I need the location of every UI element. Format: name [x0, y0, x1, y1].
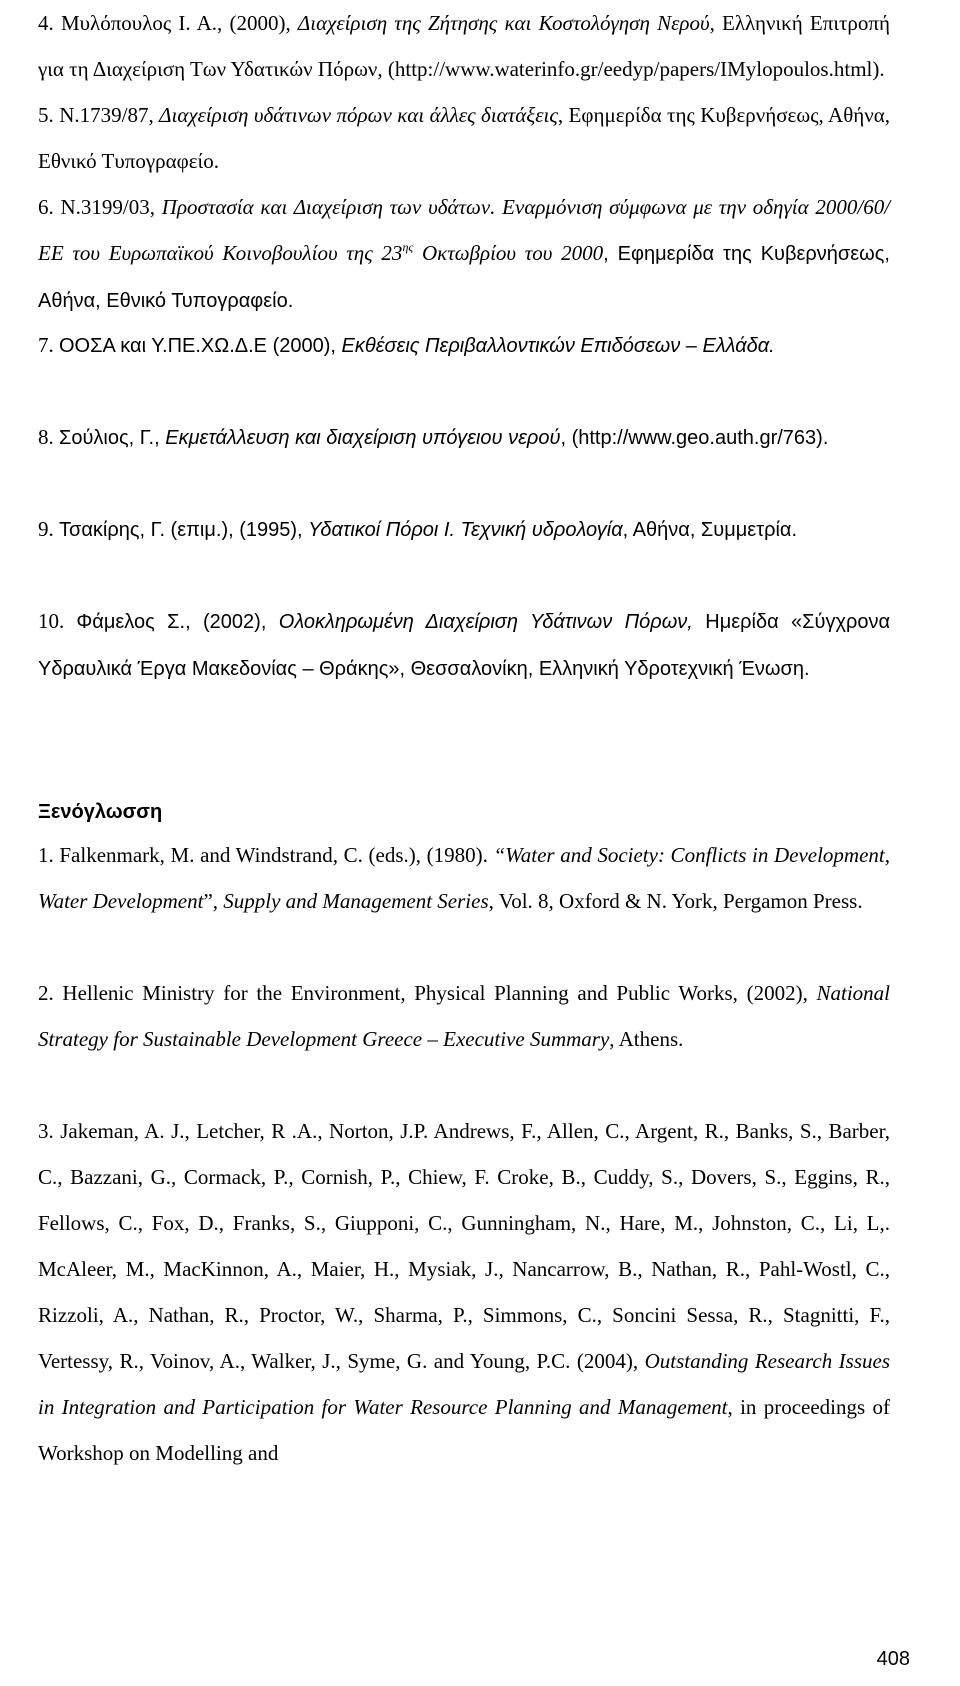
reference-text: Μυλόπουλος Ι. Α., (2000),: [60, 11, 298, 35]
reference-title-text: Οκτωβρίου του 2000: [413, 241, 604, 265]
reference-greek-6: [38, 184, 890, 324]
reference-number: 9.: [38, 517, 54, 541]
reference-text: Ν.3199/03,: [60, 195, 162, 219]
reference-title-text: National Strategy for Sustainable Development Greece – Executive Summary: [38, 981, 890, 1051]
reference-text: , in proceedings of Workshop on Modelling and: [38, 1395, 890, 1465]
reference-number: 5.: [38, 103, 54, 127]
reference-title-text: Supply and Management Series: [223, 889, 489, 913]
reference-title-text: Υδατικοί Πόροι Ι. Τεχνική υδρολογία: [308, 519, 623, 541]
reference-number: 10.: [38, 609, 65, 633]
reference-number: 3.: [38, 1119, 54, 1143]
reference-greek-9: [38, 506, 890, 553]
reference-number: 8.: [38, 425, 54, 449]
reference-title-text: Outstanding Research Issues in Integration and Participation for Water Resource Planning and Management: [38, 1349, 890, 1419]
reference-text: Falkenmark, M. and Windstrand, C. (eds.), (1980).: [59, 843, 494, 867]
reference-greek-7: [38, 322, 890, 369]
reference-title-text: Διαχείριση υδάτινων πόρων και άλλες διατάξεις: [159, 103, 558, 127]
reference-greek-5: [38, 92, 890, 184]
reference-text: Τσακίρης, Γ. (επιμ.), (1995),: [59, 519, 309, 541]
reference-title-text: Εκθέσεις Περιβαλλοντικών Επιδόσεων – Ελλάδα.: [341, 335, 775, 357]
reference-text: Ημερίδα «Σύγχρονα Υδραυλικά Έργα Μακεδονίας – Θράκης», Θεσσαλονίκη, Ελληνική Υδροτεχνική Ένωση.: [38, 611, 891, 680]
reference-number: 6.: [38, 195, 54, 219]
reference-title-text: Εκμετάλλευση και διαχείριση υπόγειου νερού: [165, 427, 561, 449]
reference-greek-4: [38, 0, 890, 92]
reference-text: Φάμελος Σ., (2002),: [76, 611, 279, 633]
reference-text: , Εφημερίδα της Κυβερνήσεως, Αθήνα, Εθνικό Τυπογραφείο.: [38, 103, 891, 173]
reference-number: 4.: [38, 11, 54, 35]
reference-number: 1.: [38, 843, 54, 867]
reference-greek-8: [38, 414, 890, 461]
reference-foreign-1: [38, 832, 890, 924]
reference-greek-10: [38, 598, 890, 692]
reference-text: , Athens.: [609, 1027, 684, 1051]
reference-text: , Vol. 8, Oxford & N. York, Pergamon Press.: [488, 889, 863, 913]
reference-title-text: Προστασία και Διαχείριση των υδάτων. Εναρμόνιση σύμφωνα με την οδηγία 2000/60/ΕΕ του Ευρωπαϊκού Κοινοβουλίου της 23: [38, 195, 891, 265]
reference-foreign-3: [38, 1108, 890, 1476]
reference-text: Jakeman, A. J., Letcher, R .A., Norton, J.P. Andrews, F., Allen, C., Argent, R., Banks, S., Barber, C., Bazzani, G., Cormack, P., Cornish, P., Chiew, F. Croke, B., Cuddy, S., Dovers, S., Eggins, R., Fellows, C., Fox, D., Franks, S., Giupponi, C., Gunningham, N., Hare, M., Johnston, C., Li, L,. McAleer, M., MacKinnon, A., Maier, H., Mysiak, J., Nancarrow, B., Nathan, R., Pahl-Wostl, C., Rizzoli, A., Nathan, R., Proctor, W., Sharma, P., Simmons, C., Soncini Sessa, R., Stagnitti, F., Vertessy, R., Voinov, A., Walker, J., Syme, G. and Young, P.C. (2004),: [38, 1119, 891, 1373]
reference-text: ”,: [203, 889, 224, 913]
reference-title-text: “Water and Society: Conflicts in Development, Water Development: [38, 843, 891, 913]
reference-text: Hellenic Ministry for the Environment, Physical Planning and Public Works, (2002),: [62, 981, 817, 1005]
reference-text: , Ελληνική Επιτροπή για τη Διαχείριση Των Υδατικών Πόρων, (http://www.waterinfo.gr/eedyp/papers/IMylopoulos.html).: [38, 11, 890, 81]
reference-number: 2.: [38, 981, 54, 1005]
reference-title-text: ης: [402, 240, 414, 254]
reference-title-text: Διαχείριση της Ζήτησης και Κοστολόγηση Νερού: [297, 11, 710, 35]
reference-foreign-2: [38, 970, 890, 1062]
section-heading-foreign: Ξενόγλωσση: [38, 801, 163, 823]
reference-text: , Εφημερίδα της Κυβερνήσεως, Αθήνα, Εθνικό Τυπογραφείο.: [38, 243, 890, 312]
reference-text: , Αθήνα, Συμμετρία.: [622, 519, 798, 541]
reference-text: Σούλιος, Γ.,: [59, 427, 166, 449]
page-number: 408: [876, 1648, 910, 1670]
reference-text: , (http://www.geo.auth.gr/763).: [560, 427, 829, 449]
reference-number: 7.: [38, 333, 54, 357]
reference-text: Ν.1739/87,: [59, 103, 160, 127]
reference-text: ΟΟΣΑ και Υ.ΠΕ.ΧΩ.Δ.Ε (2000),: [59, 335, 342, 357]
reference-title-text: Ολοκληρωμένη Διαχείριση Υδάτινων Πόρων,: [278, 611, 693, 633]
